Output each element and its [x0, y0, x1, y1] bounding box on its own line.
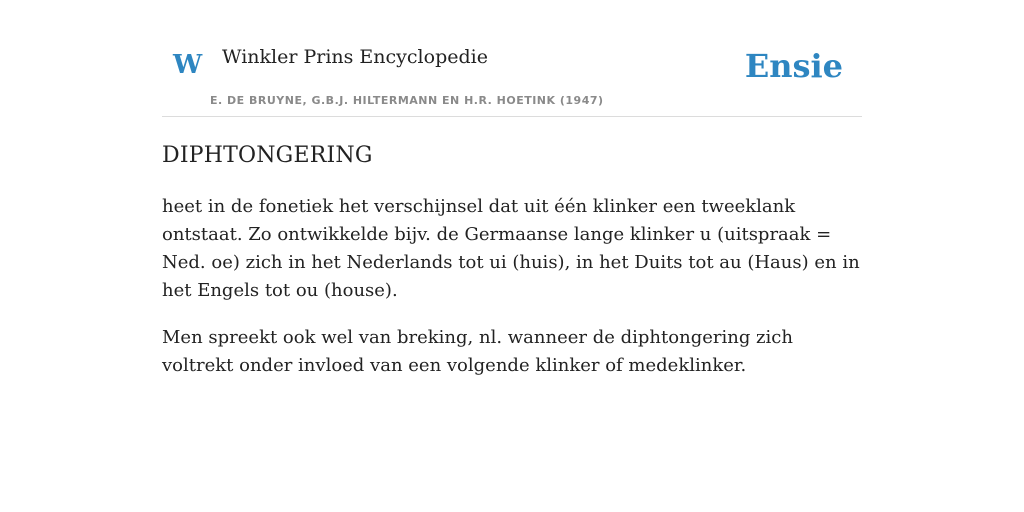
source-logo: W [173, 50, 203, 80]
source-title[interactable]: Winkler Prins Encyclopedie [222, 46, 488, 68]
entry-title: DIPHTONGERING [162, 143, 373, 168]
entry-paragraph: heet in de fonetiek het verschijnsel dat uit één klinker een tweeklank ontstaat. Zo ontwikkelde bijv. de Germaanse lange klinker u (uitspraak = Ned. oe) zich in het Nederlands tot ui (huis), in het Duits tot au (Haus) en in het Engels tot ou (house). [162, 195, 860, 301]
entry-paragraph: Men spreekt ook wel van breking, nl. wanneer de diphtongering zich voltrekt onder invloed van een volgende klinker of medeklinker. [162, 326, 793, 376]
entry-body [162, 193, 862, 380]
source-header [162, 0, 862, 117]
source-authors: E. DE BRUYNE, G.B.J. HILTERMANN EN H.R. HOETINK (1947) [210, 94, 604, 107]
entry-container [162, 0, 862, 380]
brand-logo-link[interactable]: Ensie [744, 47, 843, 85]
